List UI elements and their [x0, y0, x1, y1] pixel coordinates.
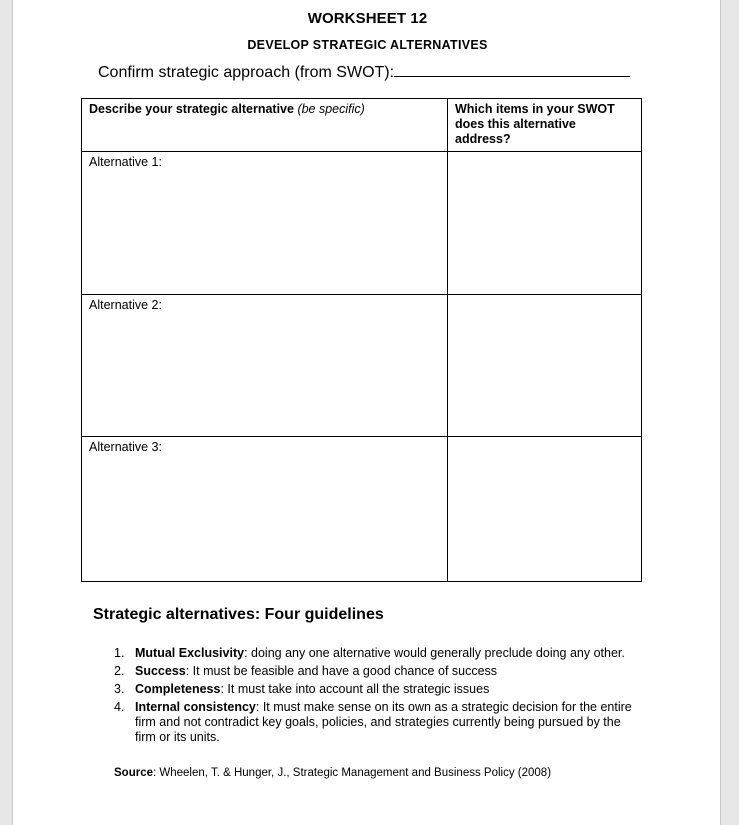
header-describe-italic: (be specific) [297, 102, 365, 116]
alternatives-table [81, 98, 642, 582]
list-item-term: Completeness [135, 682, 221, 696]
alternative-3-cell[interactable]: Alternative 3: [82, 437, 448, 582]
alternative-1-cell[interactable]: Alternative 1: [82, 152, 448, 295]
list-item-term: Internal consistency [135, 700, 256, 714]
confirm-approach-label: Confirm strategic approach (from SWOT): [98, 64, 395, 81]
source-text: : Wheelen, T. & Hunger, J., Strategic Management and Business Policy (2008) [153, 767, 552, 779]
alternative-3-swot-cell[interactable] [448, 437, 642, 582]
guidelines-heading: Strategic alternatives: Four guidelines [93, 606, 384, 623]
list-item [114, 700, 644, 745]
worksheet-subtitle: DEVELOP STRATEGIC ALTERNATIVES [247, 38, 488, 52]
source-label: Source [114, 767, 153, 779]
document-page [12, 0, 721, 825]
list-item-number: 2. [114, 664, 125, 678]
confirm-approach-blank-line[interactable] [394, 62, 630, 77]
source-citation [114, 767, 551, 779]
table-header-row [82, 99, 642, 152]
list-item-text: : It must be feasible and have a good chance of success [185, 664, 498, 678]
table-row [82, 152, 642, 295]
header-cell-describe [82, 99, 448, 152]
alternative-2-cell[interactable]: Alternative 2: [82, 295, 448, 437]
list-item-text: : doing any one alternative would generally preclude doing any other. [244, 646, 625, 660]
header-describe-bold: Describe your strategic alternative [89, 102, 294, 116]
list-item-number: 4. [114, 700, 125, 714]
list-item-text: : It must take into account all the strategic issues [220, 682, 490, 696]
confirm-approach-field [98, 62, 630, 82]
alternative-1-swot-cell[interactable] [448, 152, 642, 295]
table-row [82, 437, 642, 582]
list-item-text: : It must make sense on its own as a strategic decision for the entire firm and not contradict key goals, policies, and strategies currently being pursued by the firm or its units. [135, 700, 632, 744]
header-cell-swot: Which items in your SWOT does this alternative address? [448, 99, 642, 152]
list-item-term: Success [135, 664, 186, 678]
alternative-2-swot-cell[interactable] [448, 295, 642, 437]
table-row [82, 295, 642, 437]
list-item-number: 1. [114, 646, 125, 660]
guidelines-list [114, 646, 644, 748]
list-item [114, 646, 644, 661]
list-item-term: Mutual Exclusivity [135, 646, 245, 660]
list-item [114, 682, 644, 697]
list-item [114, 664, 644, 679]
list-item-number: 3. [114, 682, 125, 696]
worksheet-title: WORKSHEET 12 [307, 10, 428, 27]
